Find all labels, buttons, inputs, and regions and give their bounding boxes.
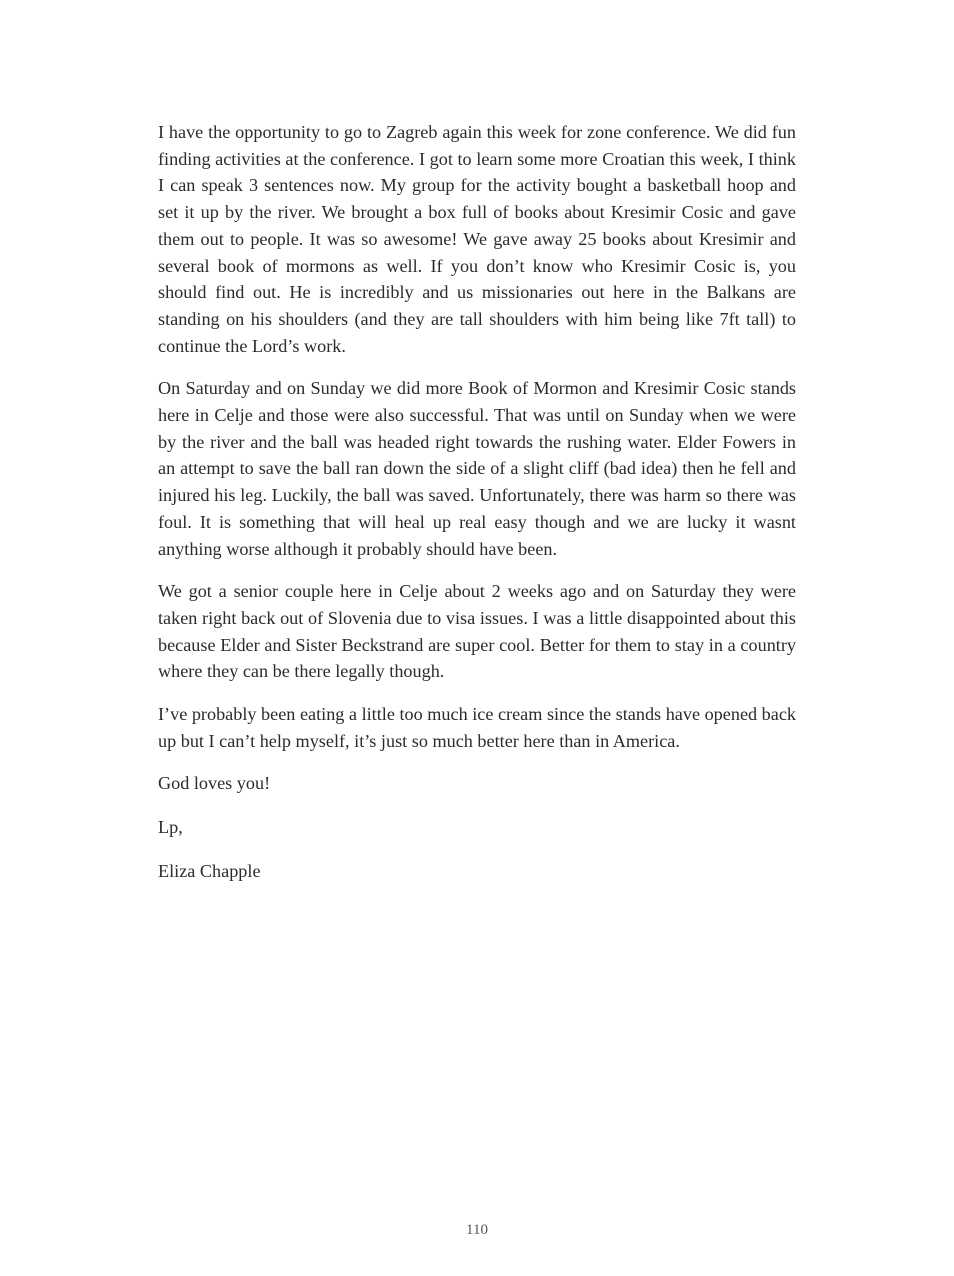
paragraph-ice-cream: I’ve probably been eating a little too much ice cream since the stands have opened back up but I can’t help myself, it’s just so much better here than in America. <box>158 704 796 751</box>
closing-line: God loves you! <box>158 773 271 794</box>
signoff-line: Lp, <box>158 817 183 838</box>
document-body <box>158 119 796 902</box>
paragraph-zagreb-conference: I have the opportunity to go to Zagreb again this week for zone conference. We did fun finding activities at the conference. I got to learn some more Croatian this week, I think I can speak 3 sentences now. My group for the activity bought a basketball hoop and set it up by the river. We brought a box full of books about Kresimir Cosic and gave them out to people. It was so awesome! We gave away 25 books about Kresimir and several book of mormons as well. If you don’t know who Kresimir Cosic is, you should find out. He is incredibly and us missionaries out here in the Balkans are standing on his shoulders (and they are tall shoulders with him being like 7ft tall) to continue the Lord’s work. <box>158 122 796 356</box>
signature: Eliza Chapple <box>158 860 261 881</box>
paragraph-weekend-stands: On Saturday and on Sunday we did more Book of Mormon and Kresimir Cosic stands here in Celje and those were also successful. That was until on Sunday when we were by the river and the ball was headed right towards the rushing water. Elder Fowers in an attempt to save the ball ran down the side of a slight cliff (bad idea) then he fell and injured his leg. Luckily, the ball was saved. Unfortunately, there was harm so there was foul. It is something that will heal up real easy though and we are lucky it wasnt anything worse although it probably should have been. <box>158 378 796 559</box>
page-number: 110 <box>466 1222 488 1238</box>
paragraph-senior-couple: We got a senior couple here in Celje about 2 weeks ago and on Saturday they were taken right back out of Slovenia due to visa issues. I was a little disappointed about this because Elder and Sister Beckstrand are super cool. Better for them to stay in a country where they can be there legally though. <box>158 581 796 682</box>
